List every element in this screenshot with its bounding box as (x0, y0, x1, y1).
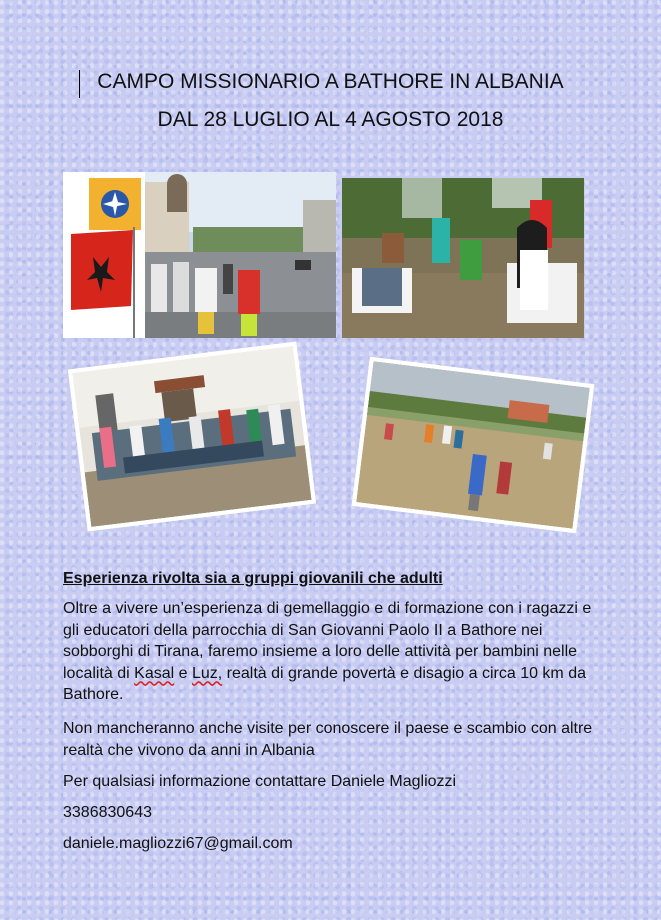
photo-street-group (63, 172, 336, 338)
contact-phone: 3386830643 (63, 804, 152, 821)
paragraph-visits: Non mancheranno anche visite per conoscere il paese e scambio con altre realtà che vivono da anni in Albania (63, 720, 593, 759)
contact-info-line: Per qualsiasi informazione contattare Daniele Magliozzi (63, 773, 457, 790)
title-line-1: CAMPO MISSIONARIO A BATHORE IN ALBANIA (97, 70, 564, 93)
spellcheck-word-luz: Luz, (191, 664, 223, 682)
photo-outdoor-activity (342, 178, 584, 338)
section-heading: Esperienza rivolta sia a gruppi giovanili che adulti (63, 570, 443, 587)
paragraph-description (63, 598, 603, 706)
title-line-2: DAL 28 LUGLIO AL 4 AGOSTO 2018 (157, 108, 504, 131)
photo-field-kids (352, 357, 595, 533)
spellcheck-word-kasal: Kasal (134, 664, 175, 682)
paragraph-description-part-2: e (174, 664, 192, 682)
photo-group-building (68, 342, 316, 532)
contact-email: daniele.magliozzi67@gmail.com (63, 835, 293, 852)
paragraph-description-part-3: realtà di grande povertà e disagio a circa 10 km da Bathore. (63, 664, 586, 703)
paragraph-description-part-1: Oltre a vivere un’esperienza di gemellaggio e di formazione con i ragazzi e gli educatori della parrocchia di San Giovanni Paolo II a Bathore nei sobborghi di Tirana, faremo insieme a loro delle attività per bambini nelle località di (63, 600, 592, 682)
